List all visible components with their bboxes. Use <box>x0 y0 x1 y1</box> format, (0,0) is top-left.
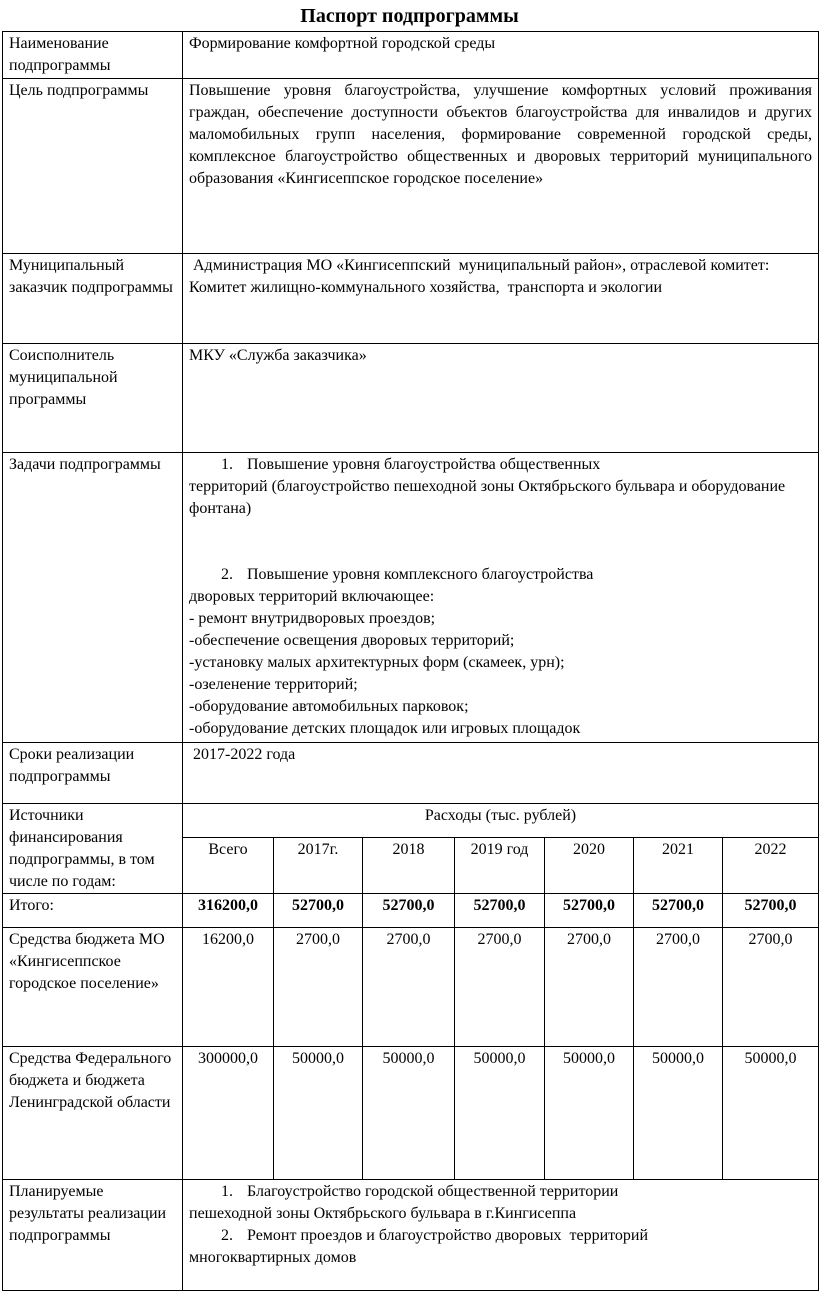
local-value: 2700,0 <box>363 928 455 1047</box>
total-value: 52700,0 <box>634 894 723 928</box>
task-text: дворовых территорий включающее: <box>189 588 435 605</box>
local-value: 2700,0 <box>274 928 363 1047</box>
row-label: Средства бюджета МО «Кингисеппское городское поселение» <box>3 928 183 1047</box>
local-value: 2700,0 <box>723 928 819 1047</box>
result-text: Ремонт проездов и благоустройство дворовых территорий <box>247 1227 649 1244</box>
column-header-2018: 2018 <box>363 837 455 893</box>
task-number: 2. <box>221 566 233 583</box>
result-number: 2. <box>221 1227 233 1244</box>
financing-header: Расходы (тыс. рублей) <box>183 804 819 838</box>
row-value <box>183 453 819 743</box>
row-value: 2017-2022 года <box>183 743 819 804</box>
task-bullet: -оборудование автомобильных парковок; <box>189 698 469 715</box>
column-header-2021: 2021 <box>634 837 723 893</box>
federal-value: 50000,0 <box>363 1047 455 1180</box>
federal-value: 50000,0 <box>455 1047 545 1180</box>
row-label: Средства Федерального бюджета и бюджета Ленинградской области <box>3 1047 183 1180</box>
row-label: Задачи подпрограммы <box>3 453 183 743</box>
federal-value: 50000,0 <box>634 1047 723 1180</box>
local-value: 2700,0 <box>455 928 545 1047</box>
task-bullet: -оборудование детских площадок или игровых площадок <box>189 720 581 737</box>
row-label: Соисполнитель муниципальной программы <box>3 344 183 453</box>
task-bullet: -установку малых архитектурных форм (скамеек, урн); <box>189 654 565 671</box>
page-title: Паспорт подпрограммы <box>300 5 519 27</box>
local-value: 2700,0 <box>634 928 723 1047</box>
row-label: Наименование подпрограммы <box>3 32 183 79</box>
row-coexecutor <box>3 344 819 453</box>
total-value: 52700,0 <box>274 894 363 928</box>
total-value: 52700,0 <box>363 894 455 928</box>
row-label: Планируемые результаты реализации подпрограммы <box>3 1180 183 1291</box>
row-label: Источники финансирования подпрограммы, в том числе по годам: <box>3 804 183 894</box>
federal-value: 50000,0 <box>545 1047 634 1180</box>
row-customer <box>3 254 819 344</box>
row-value: Формирование комфортной городской среды <box>183 32 819 79</box>
task-text: территорий (благоустройство пешеходной зоны Октябрьского бульвара и оборудование фонтана) <box>189 478 786 517</box>
total-value: 52700,0 <box>545 894 634 928</box>
task-bullet: - ремонт внутридворовых проездов; <box>189 610 436 627</box>
task-bullet: -обеспечение освещения дворовых территорий; <box>189 632 515 649</box>
task-2 <box>189 564 812 740</box>
row-terms <box>3 743 819 804</box>
row-federal-budget <box>3 1047 819 1180</box>
federal-value: 50000,0 <box>274 1047 363 1180</box>
task-text: Повышение уровня комплексного благоустройства <box>247 566 594 583</box>
row-label: Муниципальный заказчик подпрограммы <box>3 254 183 344</box>
row-total <box>3 894 819 928</box>
total-value: 316200,0 <box>183 894 274 928</box>
column-header-2019: 2019 год <box>455 837 545 893</box>
row-local-budget <box>3 928 819 1047</box>
row-value <box>183 1180 819 1291</box>
column-header-2020: 2020 <box>545 837 634 893</box>
row-financing-header <box>3 804 819 838</box>
row-tasks <box>3 453 819 743</box>
result-text: многоквартирных домов <box>189 1249 357 1266</box>
row-name <box>3 32 819 79</box>
row-value: МКУ «Служба заказчика» <box>183 344 819 453</box>
column-header-2022: 2022 <box>723 837 819 893</box>
column-header-2017: 2017г. <box>274 837 363 893</box>
row-goal <box>3 79 819 254</box>
row-label: Цель подпрограммы <box>3 79 183 254</box>
row-value: Администрация МО «Кингисеппский муниципальный район», отраслевой комитет: Комитет жилищно-коммунального хозяйства, транспорта и экологии <box>183 254 819 344</box>
local-value: 16200,0 <box>183 928 274 1047</box>
row-label: Итого: <box>3 894 183 928</box>
result-text: пешеходной зоны Октябрьского бульвара в г.Кингисеппа <box>189 1205 577 1222</box>
row-label: Сроки реализации подпрограммы <box>3 743 183 804</box>
passport-table <box>2 31 819 1291</box>
task-bullet: -озеленение территорий; <box>189 676 358 693</box>
row-value: Повышение уровня благоустройства, улучшение комфортных условий проживания граждан, обеспечение доступности объектов благоустройства для инвалидов и других маломобильных групп населения, формирование современной городской среды, комплексное благоустройство общественных и дворовых территорий муниципального образования «Кингисеппское городское поселение» <box>183 79 819 254</box>
federal-value: 50000,0 <box>723 1047 819 1180</box>
task-number: 1. <box>221 456 233 473</box>
result-number: 1. <box>221 1183 233 1200</box>
total-value: 52700,0 <box>455 894 545 928</box>
task-1 <box>189 454 812 520</box>
row-results <box>3 1180 819 1291</box>
task-text: Повышение уровня благоустройства общественных <box>247 456 601 473</box>
result-text: Благоустройство городской общественной территории <box>247 1183 619 1200</box>
federal-value: 300000,0 <box>183 1047 274 1180</box>
total-value: 52700,0 <box>723 894 819 928</box>
local-value: 2700,0 <box>545 928 634 1047</box>
column-header-total: Всего <box>183 837 274 893</box>
